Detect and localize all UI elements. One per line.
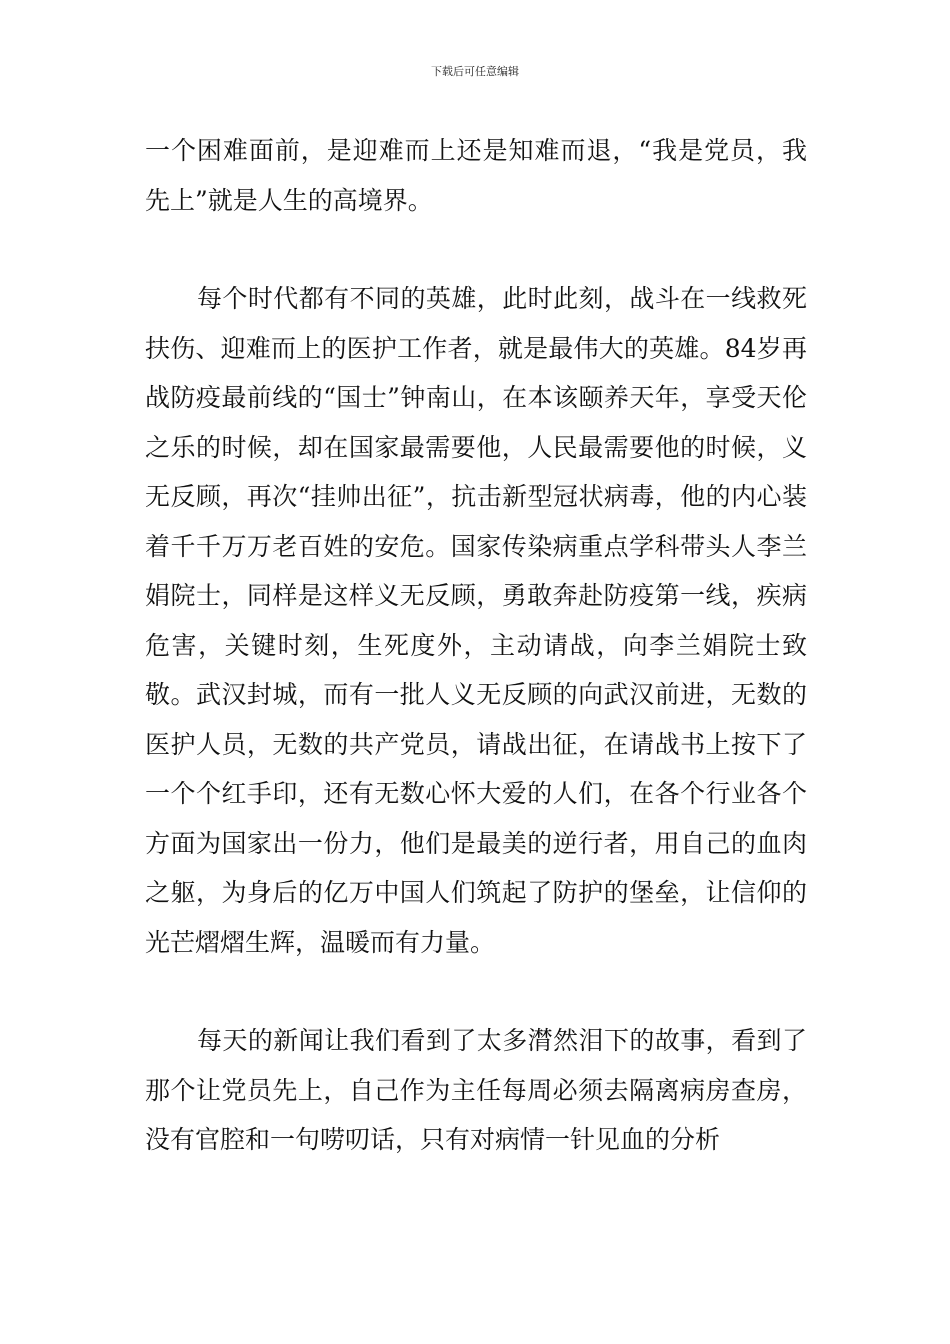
paragraph-3: 每天的新闻让我们看到了太多潸然泪下的故事，看到了那个让党员先上，自己作为主任每周必须去隔离病房查房，没有官腔和一句唠叨话，只有对病情一针见血的分析 (145, 1026, 807, 1154)
document-body (145, 126, 807, 1165)
paragraph-2: 每个时代都有不同的英雄，此时此刻，战斗在一线救死扶伤、迎难而上的医护工作者，就是最伟大的英雄。84岁再战防疫最前线的“国士”钟南山，在本该颐养天年，享受天伦之乐的时候，却在国家最需要他，人民最需要他的时候，义无反顾，再次“挂帅出征”，抗击新型冠状病毒，他的内心装着千千万万老百姓的安危。国家传染病重点学科带头人李兰娟院士，同样是这样义无反顾，勇敢奔赴防疫第一线，疾病危害，关键时刻，生死度外，主动请战，向李兰娟院士致敬。武汉封城，而有一批人义无反顾的向武汉前进，无数的医护人员，无数的共产党员，请战出征，在请战书上按下了一个个红手印，还有无数心怀大爱的人们，在各个行业各个方面为国家出一份力，他们是最美的逆行者，用自己的血肉之躯，为身后的亿万中国人们筑起了防护的堡垒，让信仰的光芒熠熠生辉，温暖而有力量。 (145, 284, 807, 957)
paragraph-1: 一个困难面前，是迎难而上还是知难而退，“我是党员，我先上”就是人生的高境界。 (145, 136, 807, 215)
header-note: 下载后可任意编辑 (431, 65, 519, 78)
